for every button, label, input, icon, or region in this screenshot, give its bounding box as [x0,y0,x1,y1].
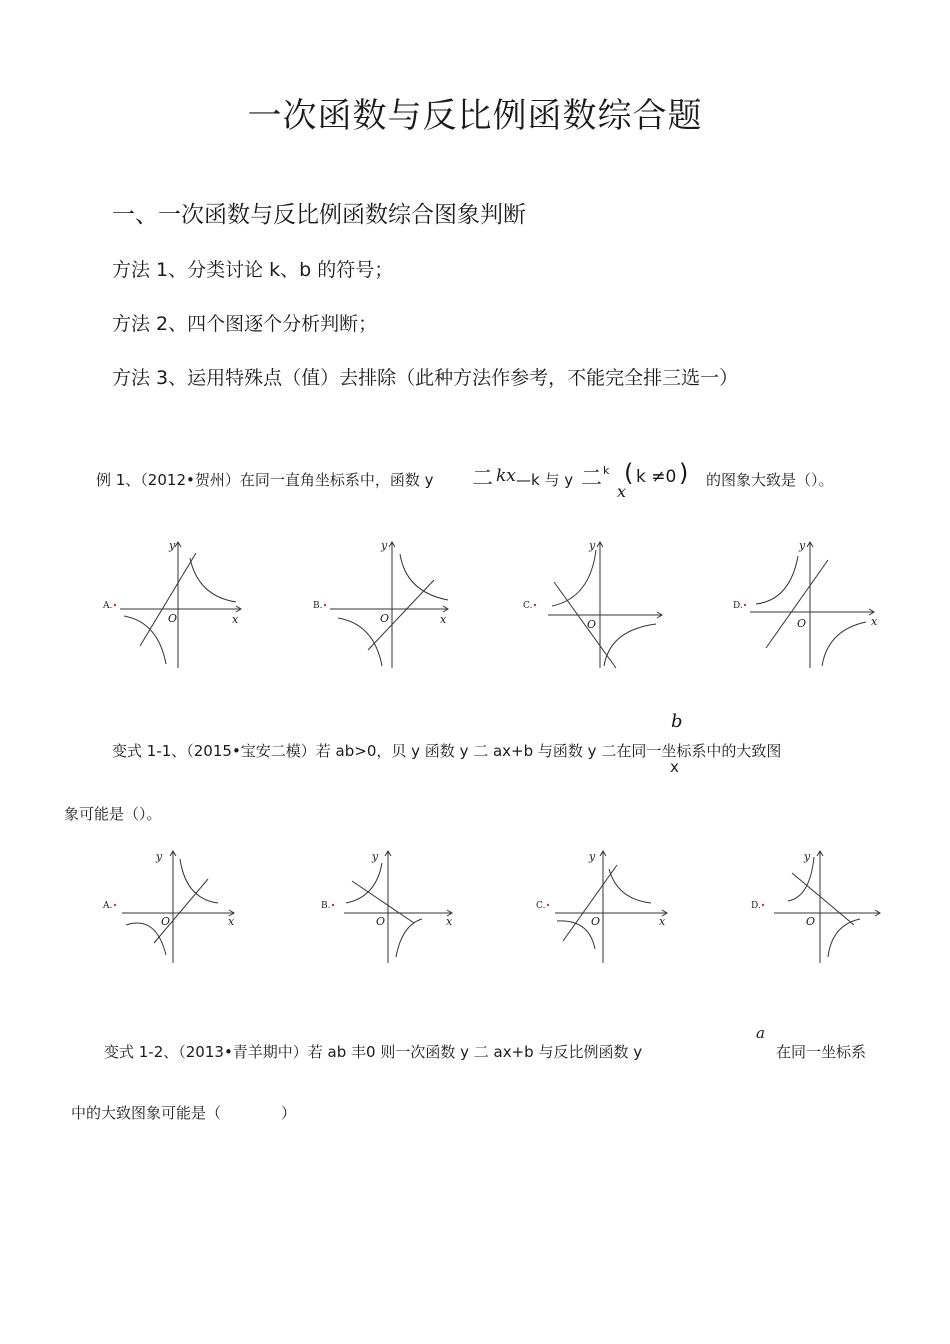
example1-paren-close: ) [679,459,689,487]
option-label: A. [103,601,113,611]
origin-label: O [376,915,386,928]
origin-label: O [591,915,601,928]
method-1: 方法 1、分类讨论 k、b 的符号； [112,259,394,281]
origin-label: O [587,618,597,631]
x-axis-label: x [440,613,447,626]
variant2-line1: 变式 1-2、（2013•青羊期中）若 ab 丰0 则一次函数 y 二 ax+b 与反比例函数 y [104,1043,643,1061]
example1-graph-a [100,538,250,673]
variant1-line2: 象可能是（）。 [64,805,162,823]
example1-condition: k ≠0 [636,467,677,487]
y-axis-label: y [169,539,176,552]
example1-suffix: 的图象大致是（）。 [706,471,834,489]
origin-label: O [161,915,171,928]
example1-kx: kx [496,466,516,486]
option-label: D. [733,601,743,611]
origin-label: O [380,612,390,625]
page-title: 一次函数与反比例函数综合题 [247,96,703,136]
origin-label: O [168,612,178,625]
option-label: A. [103,901,113,911]
x-axis-label: x [659,915,666,928]
y-axis-label: y [156,850,163,863]
option-label: C. [523,601,533,611]
example1-prefix: 例 1、（2012•贺州）在同一直角坐标系中，函数 y [96,471,434,489]
example1-graph-c [520,538,670,673]
variant1-graph-d [748,845,898,970]
y-axis-label: y [589,850,596,863]
variant2-line1-row [0,1039,950,1061]
variant1-frac-den: x [670,758,679,776]
option-label: C. [536,901,546,911]
example1-eq2: 二 [581,466,602,490]
example1-graph-b [310,538,460,673]
y-axis-label: y [804,850,811,863]
variant1-frac-num: b [671,711,683,732]
variant2-frac-num: a [756,1024,765,1042]
option-label: B. [321,901,331,911]
variant2-line2: 中的大致图象可能是（ ） [71,1104,297,1122]
method-2: 方法 2、四个图逐个分析判断； [112,313,378,335]
x-axis-label: x [232,613,239,626]
variant1-line1: 变式 1-1、（2015•宝安二模）若 ab>0，贝 y 函数 y 二 ax+b 与函数 y 二在同一坐标系中的大致图 [112,742,782,760]
variant1-graph-c [533,845,683,970]
y-axis-label: y [381,539,388,552]
x-axis-label: x [871,615,878,628]
variant2-line2-row [0,1099,950,1122]
variant1-graph-b [318,845,468,970]
example1-frac-den: x [617,482,627,501]
option-label: D. [751,901,761,911]
option-label: B. [313,601,323,611]
example1-frac-num: k [603,464,610,477]
x-axis-label: x [228,915,235,928]
y-axis-label: y [799,539,806,552]
example1-mid: —k 与 y [516,471,574,489]
origin-label: O [806,915,816,928]
method-3: 方法 3、运用特殊点（值）去排除（此种方法作参考，不能完全排三选一） [112,367,739,389]
example1-paren-open: ( [624,459,634,487]
example1-graph-d [730,538,880,673]
origin-label: O [797,617,807,630]
variant1-graph-a [100,845,250,970]
x-axis-label: x [446,915,453,928]
example1-eq1: 二 [472,466,493,490]
section-heading: 一、一次函数与反比例函数综合图象判断 [112,202,526,228]
y-axis-label: y [372,850,379,863]
variant2-line1-tail: 在同一坐标系 [776,1043,867,1061]
y-axis-label: y [589,539,596,552]
